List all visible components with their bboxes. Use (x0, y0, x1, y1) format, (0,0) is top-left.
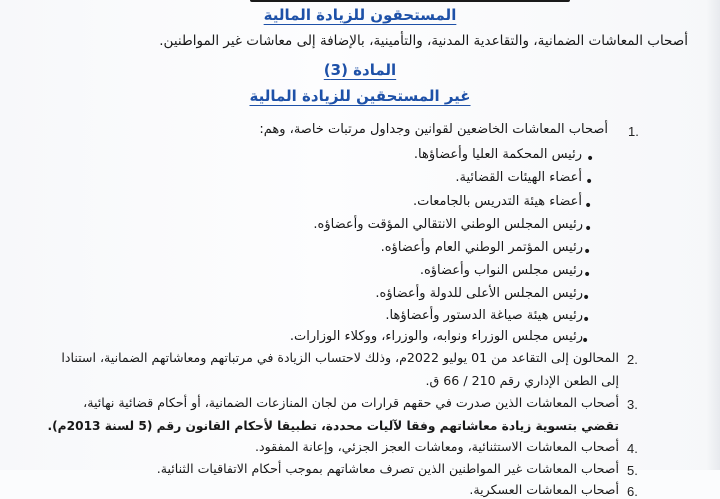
bullet-icon: • (582, 290, 591, 306)
item-number: 5. (627, 463, 638, 478)
bullet-icon: • (581, 333, 590, 349)
cropped-top-line (250, 0, 570, 2)
page-edge-shadow (706, 0, 720, 470)
subitem: رئيس هيئة صياغة الدستور وأعضاؤها. (385, 308, 583, 323)
item-6-text: أصحاب المعاشات العسكرية. (469, 482, 619, 497)
item-number: 3. (627, 397, 638, 412)
item-2-line-2: إلى الطعن الإداري رقم 210 / 66 ق. (425, 373, 619, 388)
item-2-line-1: المحالون إلى التقاعد من 01 يوليو 2022م، وذلك لاحتساب الزيادة في مرتباتهم ومعاشاتهم الضمانية، استنادا (61, 350, 619, 365)
item-5-text: أصحاب المعاشات غير المواطنين الذين تصرف معاشاتهم بموجب أحكام الاتفاقيات الثنائية. (156, 461, 619, 476)
subitem: رئيس المجلس الوطني الانتقالي المؤقت وأعضاؤه. (313, 217, 583, 232)
subitem: رئيس المجلس الأعلى للدولة وأعضاؤه. (375, 286, 583, 301)
subitem: رئيس مجلس النواب وأعضاؤه. (419, 263, 583, 278)
item-number: 1. (628, 124, 639, 139)
subitem: رئيس المؤتمر الوطني العام وأعضاؤه. (380, 240, 583, 255)
subitem: أعضاء هيئة التدريس بالجامعات. (412, 194, 582, 209)
subitem: رئيس المحكمة العليا وأعضاؤها. (413, 147, 582, 162)
item-number: 2. (627, 352, 638, 367)
article-heading: المادة (3) (323, 61, 397, 79)
bullet-icon: • (582, 312, 591, 328)
bullet-icon: • (586, 151, 595, 167)
entitled-description: أصحاب المعاشات الضمانية، والتقاعدية المدنية، والتأمينية، بالإضافة إلى معاشات غير المواطنين. (159, 33, 688, 49)
item-3-line-1: أصحاب المعاشات الذين صدرت في حقهم قرارات من لجان المنازعات الضمانية، أو أحكام قضائية نهائية، (83, 395, 619, 410)
entitled-heading: المستحقون للزيادة المالية (263, 6, 457, 24)
subitem: رئيس مجلس الوزراء ونوابه، والوزراء، ووكلاء الوزارات. (289, 329, 583, 344)
item-4-text: أصحاب المعاشات الاستثنائية، ومعاشات العجز الجزئي، وإعانة المفقود. (254, 439, 619, 454)
bullet-icon: • (583, 244, 592, 260)
item-number: 4. (627, 441, 638, 456)
subitem: أعضاء الهيئات القضائية. (455, 170, 582, 185)
bullet-icon: • (584, 198, 593, 214)
item-1-text: أصحاب المعاشات الخاضعين لقوانين وجداول مرتبات خاصة، وهم: (259, 122, 608, 137)
bullet-icon: • (583, 267, 592, 283)
not-entitled-heading: غير المستحقين للزيادة المالية (249, 87, 471, 105)
bullet-icon: • (584, 221, 593, 237)
item-number: 6. (627, 484, 638, 499)
item-3-line-2: تقضي بتسوية زيادة معاشاتهم وفقا لآليات محددة، تطبيقا لأحكام القانون رقم (5 لسنة 2013م). (47, 419, 619, 433)
bullet-icon: • (585, 174, 594, 190)
